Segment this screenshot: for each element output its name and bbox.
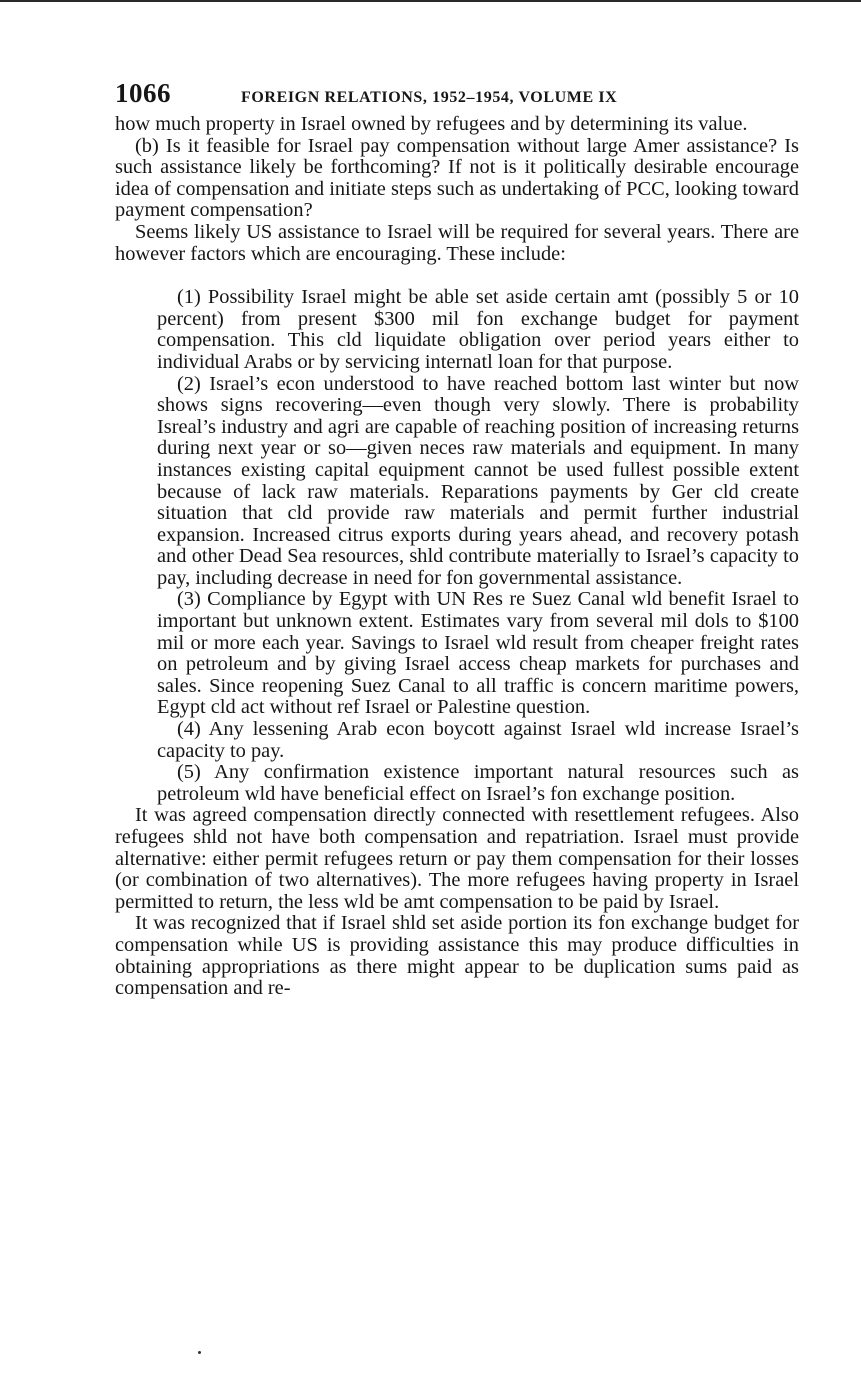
paragraph-agreed-compensation: It was agreed compensation directly connected with resettlement refugees. Also refugees shld not have both compensation and repatriation. Israel must provide alternative: either permit refugees return or pay them compensation for their losses (or combination of two alternatives). The more refugees having property in Israel permitted to return, the less wld be amt compensation to be paid by Israel. xyxy=(115,804,799,913)
page-number: 1066 xyxy=(115,78,171,108)
factor-item-1: (1) Possibility Israel might be able set aside certain amt (possibly 5 or 10 percent) from present $300 mil fon exchange budget for payment compensation. This cld liquidate obligation over period years either to individual Arabs or by servicing internatl loan for that purpose. xyxy=(157,286,799,373)
paragraph-assistance-factors: Seems likely US assistance to Israel will be required for several years. There are however factors which are encouraging. These include: xyxy=(115,220,799,265)
running-head xyxy=(115,78,799,114)
paragraph-question-b: (b) Is it feasible for Israel pay compensation without large Amer assistance? Is such assistance likely be forthcoming? If not is it politically desirable encourage idea of compensation and initiate steps such as undertaking of PCC, looking toward payment compensation? xyxy=(115,134,799,222)
paragraph-recognized: It was recognized that if Israel shld set aside portion its fon exchange budget for compensation while US is providing assistance this may produce difficulties in obtaining appropriations as there might appear to be duplication sums paid as compensation and re- xyxy=(115,912,799,1000)
paragraph-continued: how much property in Israel owned by refugees and by determining its value. xyxy=(115,113,748,135)
body-text xyxy=(115,114,799,1000)
running-head-title: FOREIGN RELATIONS, 1952–1954, VOLUME IX xyxy=(241,89,618,106)
factor-item-3: (3) Compliance by Egypt with UN Res re Suez Canal wld benefit Israel to important but unknown extent. Estimates vary from several mil dols to $100 mil or more each year. Savings to Israel wld result from cheaper freight rates on petroleum and by giving Israel access cheap markets for purchases and sales. Since reopening Suez Canal to all traffic is concern maritime powers, Egypt cld act without ref Israel or Palestine question. xyxy=(157,588,799,719)
factor-item-2: (2) Israel’s econ understood to have reached bottom last winter but now shows signs recovering—even though very slowly. There is probability Isreal’s industry and agri are capable of reaching position of increasing returns during next year or so—given neces raw materials and equipment. In many instances existing capital equipment cannot be used fullest possible extent because of lack raw materials. Reparations payments by Ger cld create situation that cld provide raw materials and permit further industrial expansion. Increased citrus exports during years ahead, and recovery potash and other Dead Sea resources, shld contribute materially to Israel’s capacity to pay, including decrease in need for fon governmental assistance. xyxy=(157,372,799,589)
document-page xyxy=(115,78,799,1000)
stray-mark xyxy=(198,1351,201,1354)
top-border-rule xyxy=(0,0,861,2)
factor-item-5: (5) Any confirmation existence important natural resources such as petroleum wld have beneficial effect on Israel’s fon exchange position. xyxy=(157,761,799,805)
factor-list xyxy=(157,287,799,805)
factor-item-4: (4) Any lessening Arab econ boycott against Israel wld increase Israel’s capacity to pay. xyxy=(157,718,799,762)
